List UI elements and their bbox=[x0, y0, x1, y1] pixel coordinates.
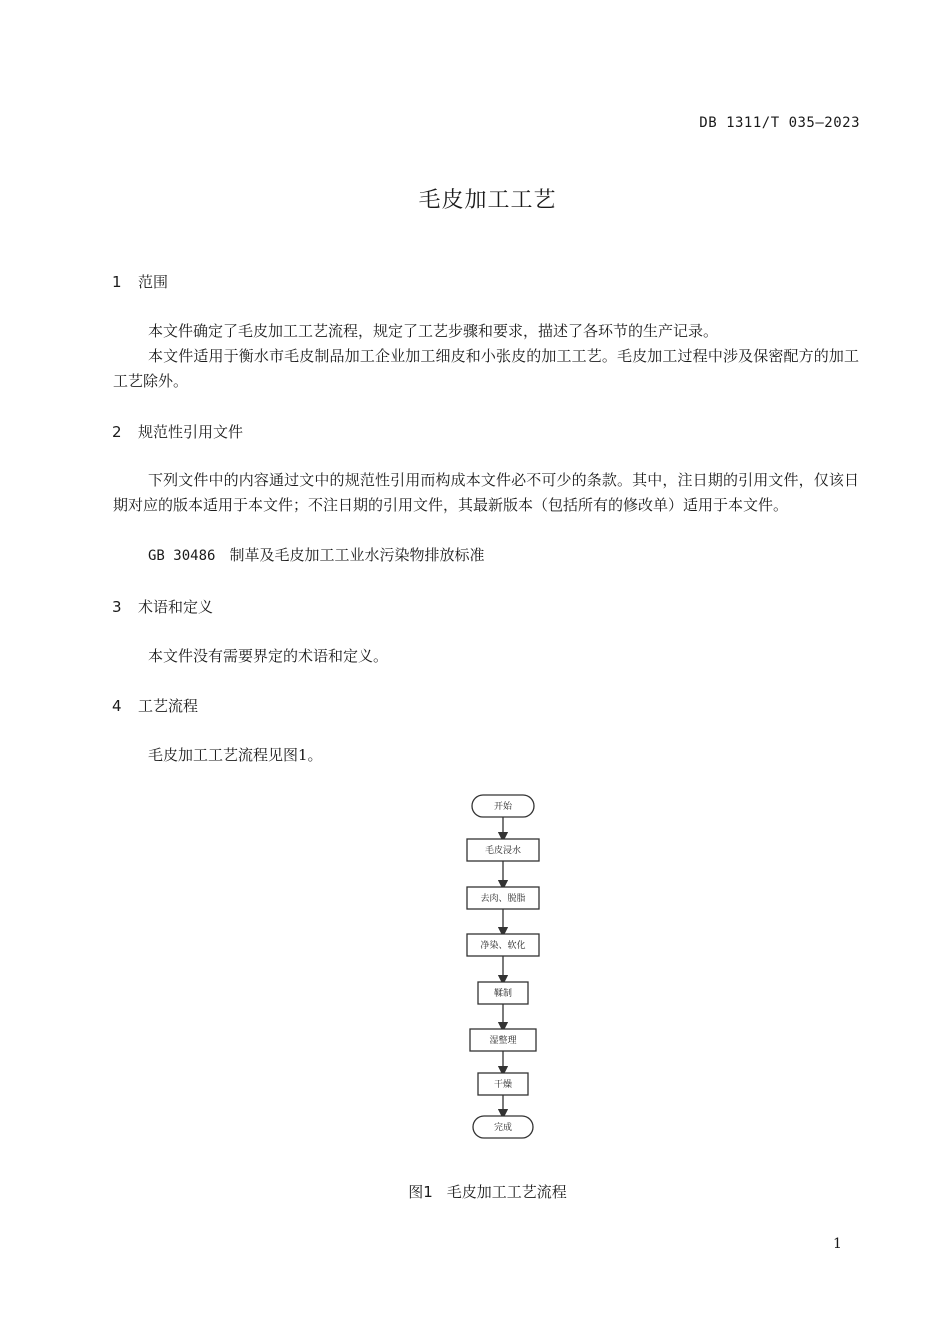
flow-node-label: 开始 bbox=[493, 802, 513, 812]
section-title: 工艺流程 bbox=[138, 697, 199, 715]
page-number: 1 bbox=[833, 1236, 842, 1252]
flow-node-label: 净染、软化 bbox=[480, 941, 526, 951]
section-title: 规范性引用文件 bbox=[138, 423, 244, 441]
figure-number: 图1 bbox=[408, 1183, 433, 1201]
section-4-heading bbox=[112, 695, 198, 716]
document-title: 毛皮加工工艺 bbox=[418, 188, 557, 213]
reference-code: GB 30486 bbox=[148, 548, 216, 564]
section-3-paragraph-1: 本文件没有需要界定的术语和定义。 bbox=[148, 647, 389, 665]
figure-title: 毛皮加工工艺流程 bbox=[446, 1183, 567, 1201]
section-number: 4 bbox=[112, 697, 122, 715]
standard-code: DB 1311/T 035—2023 bbox=[699, 115, 860, 131]
section-4-paragraph-1: 毛皮加工工艺流程见图1。 bbox=[148, 746, 323, 764]
section-1-paragraph-2: 本文件适用于衡水市毛皮制品加工企业加工细皮和小张皮的加工工艺。毛皮加工过程中涉及保密配方的加工工艺除外。 bbox=[113, 347, 859, 390]
figure-caption bbox=[0, 1181, 950, 1202]
reference-name: 制革及毛皮加工工业水污染物排放标准 bbox=[229, 546, 485, 564]
section-2-heading bbox=[112, 421, 243, 442]
section-1-paragraph-1: 本文件确定了毛皮加工工艺流程，规定了工艺步骤和要求，描述了各环节的生产记录。 bbox=[148, 322, 719, 340]
section-3-heading bbox=[112, 596, 213, 617]
section-number: 2 bbox=[112, 423, 122, 441]
section-number: 3 bbox=[112, 598, 122, 616]
section-number: 1 bbox=[112, 273, 122, 291]
flow-node-label: 湿整理 bbox=[489, 1036, 517, 1046]
process-flowchart bbox=[440, 788, 570, 1148]
flow-node-label: 毛皮浸水 bbox=[484, 846, 522, 856]
section-title: 范围 bbox=[138, 273, 169, 291]
section-1-heading bbox=[112, 271, 168, 292]
section-2-paragraph-1: 下列文件中的内容通过文中的规范性引用而构成本文件必不可少的条款。其中，注日期的引用文件，仅该日期对应的版本适用于本文件；不注日期的引用文件，其最新版本（包括所有的修改单）适用于本文件。 bbox=[113, 471, 859, 514]
flow-node-label: 干燥 bbox=[493, 1080, 513, 1090]
flow-node-label: 完成 bbox=[493, 1123, 513, 1133]
flow-node-label: 鞣制 bbox=[493, 989, 513, 999]
section-title: 术语和定义 bbox=[138, 598, 214, 616]
flow-node-label: 去肉、脱脂 bbox=[480, 894, 526, 904]
reference-item bbox=[148, 543, 894, 569]
